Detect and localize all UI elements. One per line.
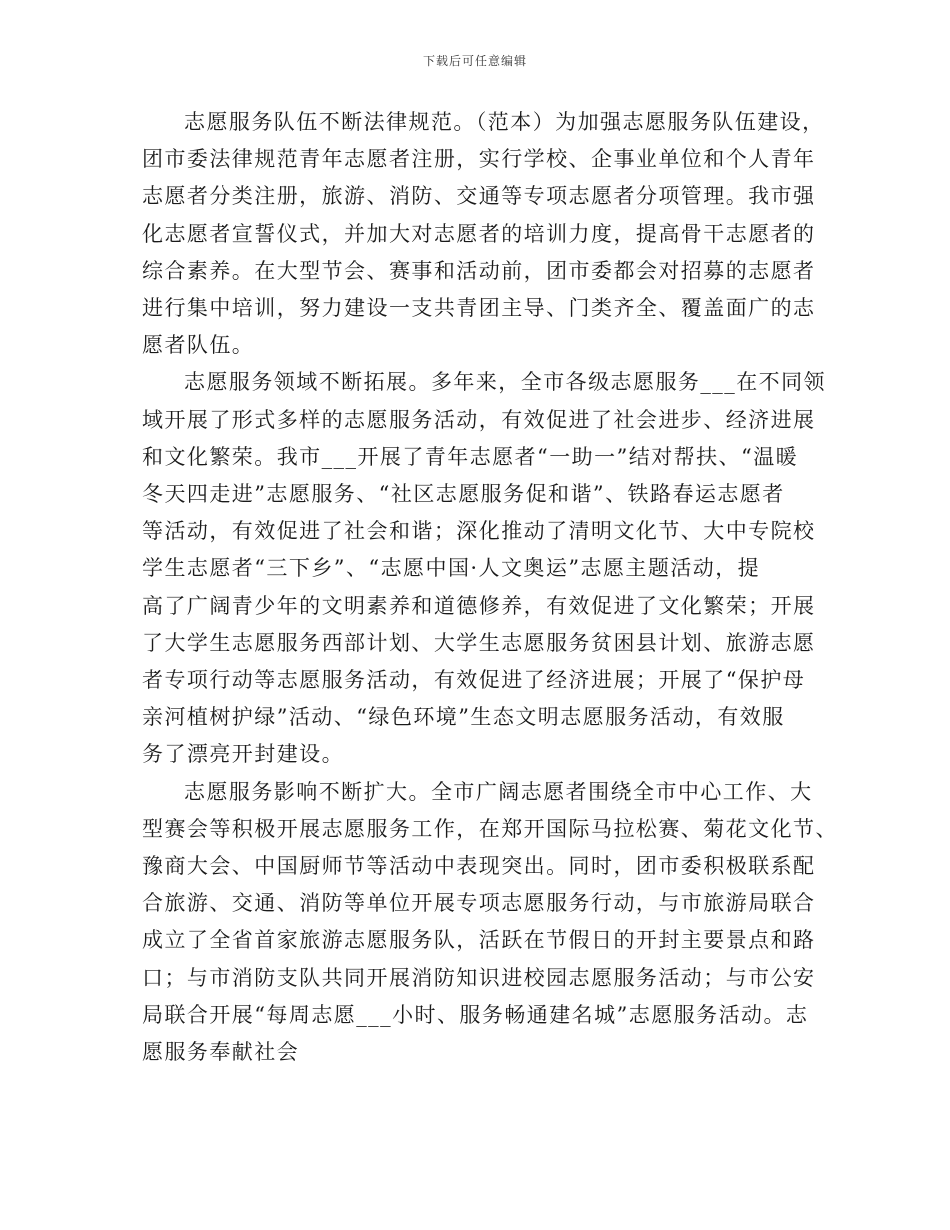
text-line: 志愿服务影响不断扩大。全市广阔志愿者围绕全市中心工作、大 bbox=[184, 779, 813, 804]
text-line: 化志愿者宣誓仪式，并加大对志愿者的培训力度，提高骨干志愿者的 bbox=[142, 221, 816, 246]
text-line: 豫商大会、中国厨师节等活动中表现突出。同时，团市委积极联系配 bbox=[142, 854, 816, 879]
text-line: 团市委法律规范青年志愿者注册，实行学校、企事业单位和个人青年 bbox=[142, 147, 816, 172]
text-line: 了大学生志愿服务西部计划、大学生志愿服务贫困县计划、旅游志愿 bbox=[142, 630, 816, 655]
paragraph-service-impact bbox=[142, 774, 838, 1072]
page-header: 下载后可任意编辑 bbox=[422, 54, 527, 68]
text-line: 愿服务奉献社会 bbox=[142, 1040, 300, 1065]
paragraph-service-fields bbox=[142, 364, 826, 773]
text-line: 局联合开展“每周志愿___小时、服务畅通建名城”志愿服务活动。志 bbox=[142, 1002, 809, 1027]
text-line: 志愿服务队伍不断法律规范。（范本）为加强志愿服务队伍建设， bbox=[184, 110, 825, 134]
text-line: 和文化繁荣。我市___开展了青年志愿者“一助一”结对帮扶、“温暖 bbox=[142, 444, 799, 469]
text-line: 成立了全省首家旅游志愿服务队，活跃在节假日的开封主要景点和路 bbox=[142, 928, 816, 953]
text-line: 域开展了形式多样的志愿服务活动，有效促进了社会进步、经济进展 bbox=[142, 407, 816, 432]
text-line: 务了漂亮开封建设。 bbox=[142, 742, 345, 767]
text-line: 等活动，有效促进了社会和谐；深化推动了清明文化节、大中专院校 bbox=[142, 519, 816, 544]
document-body bbox=[142, 104, 838, 1071]
text-line: 型赛会等积极开展志愿服务工作，在郑开国际马拉松赛、菊花文化节、 bbox=[142, 816, 838, 841]
text-line: 者专项行动等志愿服务活动，有效促进了经济进展；开展了“保护母 bbox=[142, 668, 806, 693]
text-line: 进行集中培训，努力建设一支共青团主导、门类齐全、覆盖面广的志 bbox=[142, 296, 816, 321]
text-line: 综合素养。在大型节会、赛事和活动前，团市委都会对招募的志愿者 bbox=[142, 258, 816, 283]
text-line: 亲河植树护绿”活动、“绿色环境”生态文明志愿服务活动，有效服 bbox=[142, 705, 785, 730]
text-line: 志愿者分类注册，旅游、消防、交通等专项志愿者分项管理。我市强 bbox=[142, 184, 816, 209]
text-line: 愿者队伍。 bbox=[142, 333, 255, 358]
text-line: 志愿服务领域不断拓展。多年来，全市各级志愿服务___在不同领 bbox=[184, 370, 826, 395]
text-line: 冬天四走进”志愿服务、“社区志愿服务促和谐”、铁路春运志愿者 bbox=[142, 482, 785, 507]
text-line: 口；与市消防支队共同开展消防知识进校园志愿服务活动；与市公安 bbox=[142, 965, 816, 990]
text-line: 高了广阔青少年的文明素养和道德修养，有效促进了文化繁荣；开展 bbox=[142, 593, 816, 618]
text-line: 合旅游、交通、消防等单位开展专项志愿服务行动，与市旅游局联合 bbox=[142, 891, 816, 916]
text-line: 学生志愿者“三下乡”、“志愿中国·人文奥运”志愿主题活动，提 bbox=[142, 556, 761, 581]
paragraph-team-building bbox=[142, 104, 825, 364]
